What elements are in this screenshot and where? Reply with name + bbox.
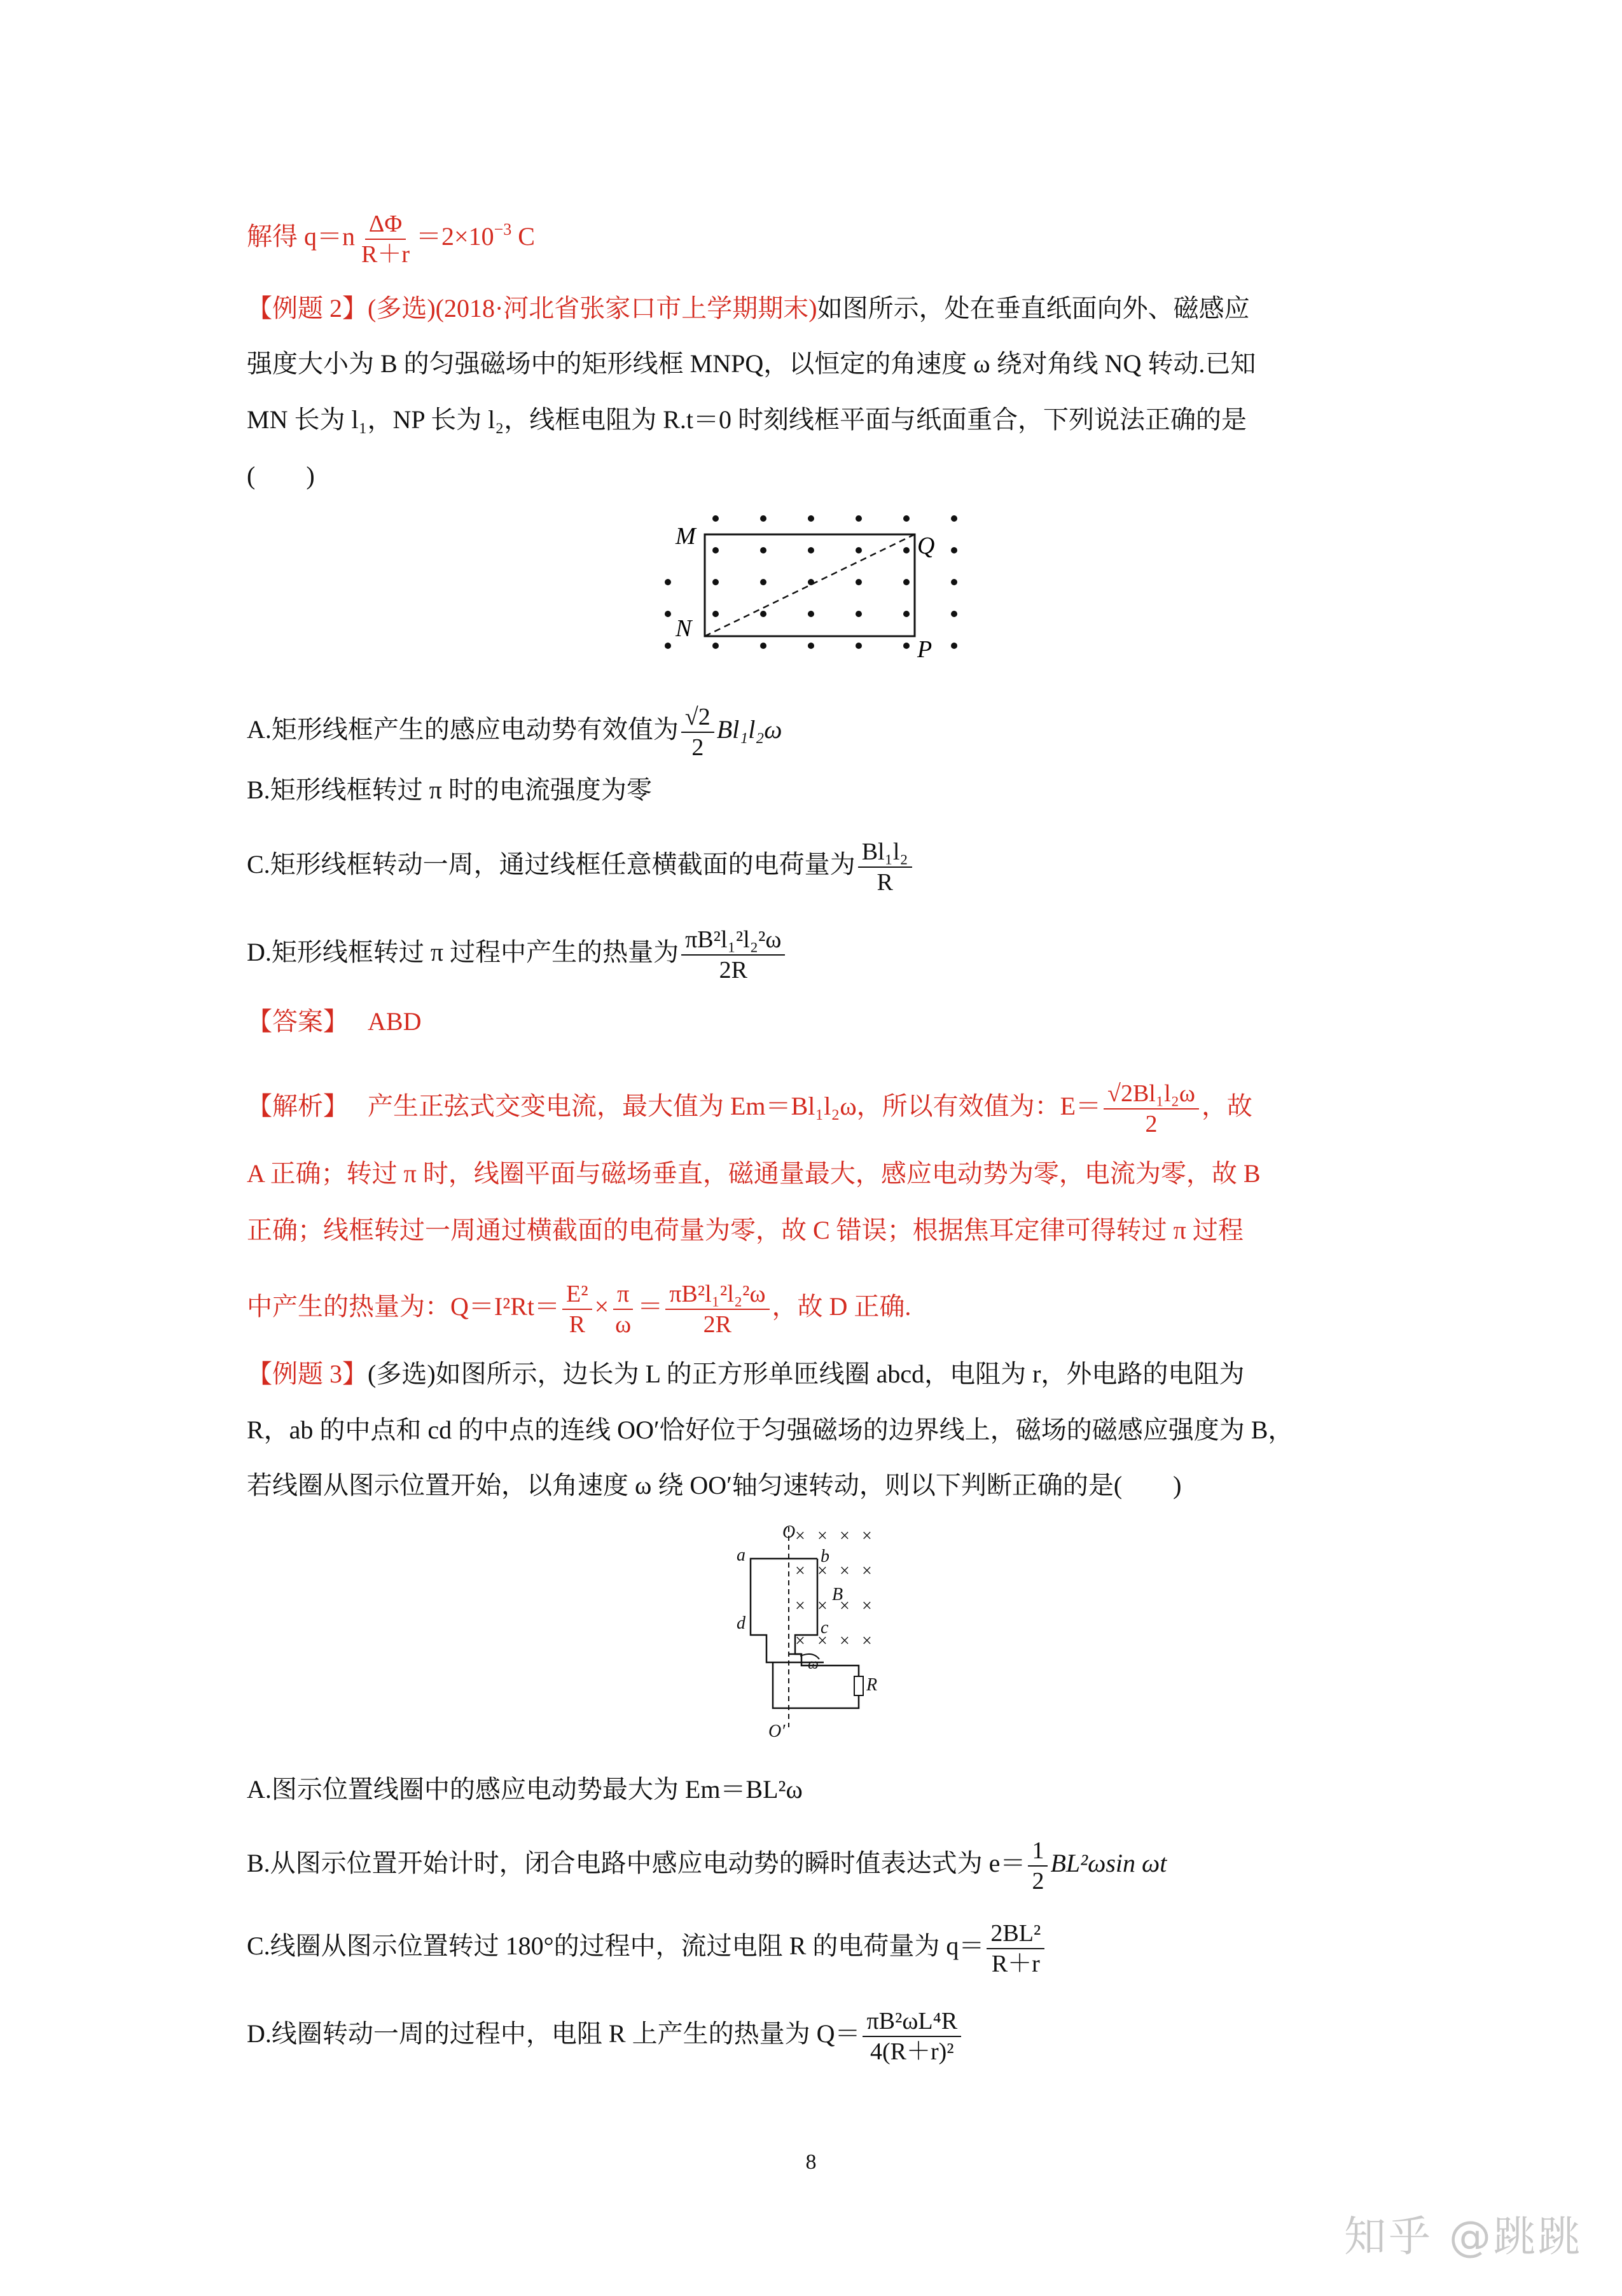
analysis-effective-fraction: $\frac{\text{√2Bl₁l₂ω}}{2}$ <box>1104 1082 1199 1136</box>
svg-text:×: × <box>862 1526 872 1546</box>
svg-text:×: × <box>862 1596 872 1616</box>
label-o: O <box>782 1524 796 1542</box>
svg-text:×: × <box>817 1561 828 1581</box>
watermark: 知乎 @跳跳 <box>1344 2212 1583 2261</box>
svg-text:×: × <box>840 1631 850 1651</box>
svg-text:×: × <box>840 1561 850 1581</box>
square-coil-figure <box>725 1524 916 1740</box>
answer-tag: 【答案】 <box>247 1007 349 1036</box>
answer-value: ABD <box>368 1007 422 1036</box>
example3-option-d: D.线圈转动一周的过程中，电阻 R 上产生的热量为 Q＝ $\frac{\text{πB²ωL⁴R}}{\text{4(R＋r)²}}$ <box>247 2009 1392 2064</box>
example2-analysis-line1: 【解析】 产生正弦式交变电流，最大值为 Em＝Bl₁l₂ω，所以有效值为：E＝ $\frac{\text{√2Bl₁l₂ω}}{2}$ ，故 <box>247 1080 1252 1138</box>
page-number: 8 <box>805 2150 817 2174</box>
example2-line3: MN 长为 l₁，NP 长为 l₂，线框电阻为 R.t＝0 时刻线框平面与纸面重合，下列说法正确的是 <box>247 405 1247 434</box>
example3-option-b: B.从图示位置开始计时，闭合电路中感应电动势的瞬时值表达式为 e＝ $\frac{1}{2}$ BL²ωsin ωt <box>247 1837 1167 1895</box>
rectangular-frame-figure <box>655 506 986 665</box>
label-omega: ω <box>808 1656 819 1673</box>
analysis-tag: 【解析】 <box>247 1092 349 1121</box>
label-b-field: B <box>832 1585 843 1604</box>
label-d: d <box>737 1613 745 1633</box>
label-m: M <box>676 523 696 550</box>
example3-option-a: A.图示位置线圈中的感应电动势最大为 Em＝BL²ω <box>247 1775 803 1804</box>
example2-line2: 强度大小为 B 的匀强磁场中的矩形线框 MNPQ，以恒定的角速度 ω 绕对角线 NQ 转动.已知 <box>247 349 1256 378</box>
example2-option-c: C.矩形线框转动一周，通过线框任意横截面的电荷量为 $\frac{\text{Bl₁l₂}}{R}$ <box>247 840 1392 894</box>
svg-text:×: × <box>817 1631 828 1651</box>
option-c-fraction: $\frac{\text{Bl₁l₂}}{R}$ <box>858 840 912 894</box>
svg-text:×: × <box>817 1526 828 1546</box>
example2-option-d: D.矩形线框转过 π 过程中产生的热量为 $\frac{\text{πB²l₁²l₂²ω}}{2R}$ <box>247 928 1392 982</box>
example3-option-c: C.线圈从图示位置转过 180°的过程中，流过电阻 R 的电荷量为 q＝ $\frac{\text{2BL²}}{R+r}$ <box>247 1921 1392 1976</box>
example2-tag: 【例题 2】 <box>247 294 368 323</box>
svg-text:×: × <box>795 1561 805 1581</box>
resistor-r <box>854 1676 863 1695</box>
svg-text:×: × <box>840 1596 850 1616</box>
example3-line1: 【例题 3】(多选)如图所示，边长为 L 的正方形单匝线圈 abcd，电阻为 r，外电路的电阻为 <box>247 1360 1245 1388</box>
svg-text:×: × <box>862 1631 872 1651</box>
label-o-prime: O′ <box>768 1722 786 1740</box>
label-r: R <box>866 1675 878 1695</box>
label-a: a <box>737 1545 745 1565</box>
label-q: Q <box>917 532 935 559</box>
example2-source: (多选)(2018·河北省张家口市上学期期末) <box>368 294 817 323</box>
svg-text:×: × <box>795 1596 805 1616</box>
label-c: c <box>821 1618 829 1638</box>
solution-result-line: 解得 q＝n $\frac{\Delta\Phi}{R+r}$ $=2\times 10^{-3}$ C <box>247 211 535 268</box>
option-d-fraction: $\frac{\text{πB²l₁²l₂²ω}}{2R}$ <box>681 928 785 982</box>
coil-left <box>751 1559 824 1662</box>
svg-text:×: × <box>840 1526 850 1546</box>
example3-line3: 若线圈从图示位置开始，以角速度 ω 绕 OO′轴匀速转动，则以下判断正确的是( ) <box>247 1471 1182 1499</box>
label-n: N <box>676 615 692 642</box>
example2-option-a: A.矩形线框产生的感应电动势有效值为 $\frac{√2}{2}$ Bl₁l₂ω <box>247 704 782 761</box>
label-p: P <box>917 636 932 663</box>
example2-analysis-line3: 正确；线框转过一周通过横截面的电荷量为零，故 C 错误；根据焦耳定律可得转过 π 过程 <box>247 1216 1244 1244</box>
example2-analysis-line2: A 正确；转过 π 时，线圈平面与磁场垂直，磁通量最大，感应电动势为零，电流为零，故 B <box>247 1159 1261 1188</box>
example2-option-b: B.矩形线框转过 π 时的电流强度为零 <box>247 776 652 804</box>
example2-analysis-line4: 中产生的热量为：Q＝I²Rt＝ $\frac{\text{E²}}{R}$ × $\frac{\pi}{\omega}$ ＝ $\frac{\text{πB²l₁²l₂²ω}}{2R}$ ，故 D 正确. <box>247 1281 912 1338</box>
example2-answer <box>247 1003 1392 1041</box>
example2-line1: 【例题 2】(多选)(2018·河北省张家口市上学期期末)如图所示，处在垂直纸面向外、磁感应 <box>247 294 1250 323</box>
svg-text:×: × <box>862 1561 872 1581</box>
example2-line4: ( ) <box>247 461 315 490</box>
example3-line2: R，ab 的中点和 cd 的中点的连线 OO′恰好位于匀强磁场的边界线上，磁场的磁感应强度为 B， <box>247 1416 1294 1444</box>
svg-text:×: × <box>817 1596 828 1616</box>
option-a-fraction: $\frac{√2}{2}$ <box>681 705 714 760</box>
example3-tag: 【例题 3】 <box>247 1360 368 1388</box>
svg-text:×: × <box>795 1526 805 1546</box>
label-b: b <box>821 1547 829 1566</box>
solution-lead: 解得 q＝n <box>247 222 355 251</box>
svg-text:×: × <box>795 1631 805 1651</box>
solution-fraction: $\frac{\Delta\Phi}{R+r}$ <box>361 211 410 268</box>
